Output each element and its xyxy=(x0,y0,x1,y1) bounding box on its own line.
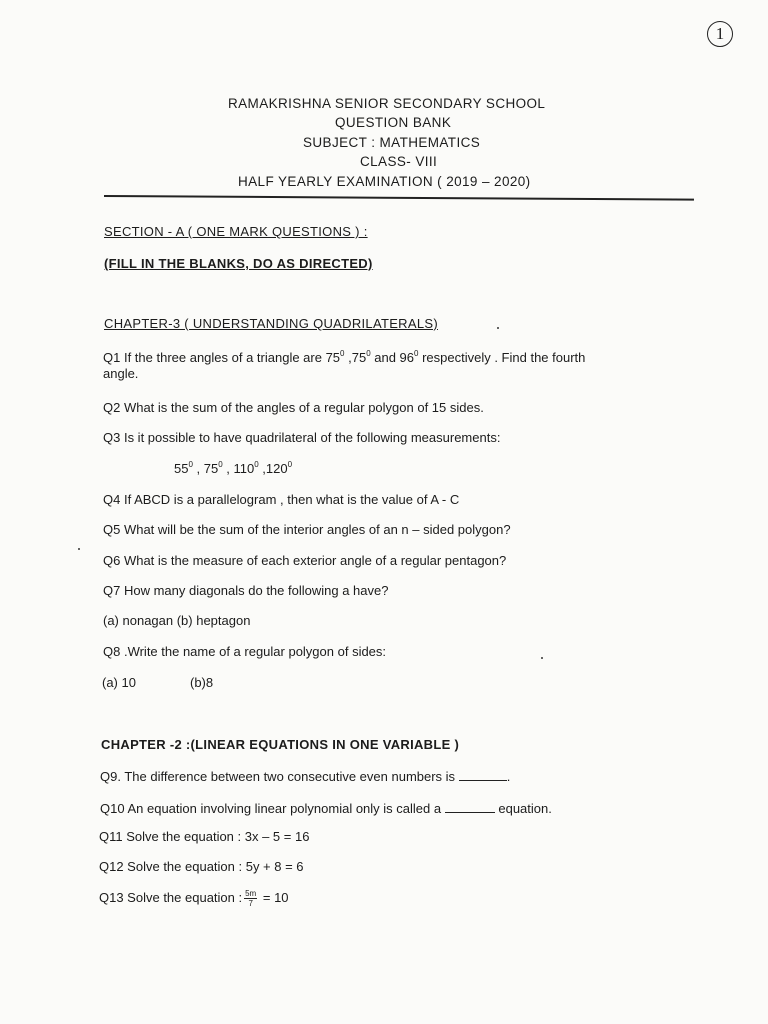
q13-text: Q13 Solve the equation : xyxy=(99,889,243,905)
q9-blank xyxy=(459,769,507,781)
q3-m1: 55 xyxy=(174,461,189,476)
question-6: Q6 What is the measure of each exterior angle of a regular pentagon? xyxy=(103,553,507,568)
question-1-line2: angle. xyxy=(103,366,139,381)
page-number: 1 xyxy=(707,21,733,47)
degree-sup: 0 xyxy=(414,349,419,358)
q3-m4: ,120 xyxy=(258,461,288,476)
q13-end: = 10 xyxy=(262,889,289,905)
chapter-2-title: CHAPTER -2 :(LINEAR EQUATIONS IN ONE VARIABLE ) xyxy=(101,737,460,752)
degree-sup: 0 xyxy=(340,349,345,358)
question-8-option-b: (b)8 xyxy=(190,675,214,690)
q10-end: equation. xyxy=(498,801,552,816)
degree-sup: 0 xyxy=(366,349,371,358)
q1-part-a: Q1 If the three angles of a triangle are 75 xyxy=(103,350,341,365)
question-7-options: (a) nonagan (b) heptagon xyxy=(103,613,251,628)
degree-sup: 0 xyxy=(188,460,193,469)
question-3: Q3 Is it possible to have quadrilateral of the following measurements: xyxy=(103,430,501,445)
q10-blank xyxy=(445,801,495,813)
exam-title: HALF YEARLY EXAMINATION ( 2019 – 2020) xyxy=(238,174,531,189)
question-7: Q7 How many diagonals do the following a have? xyxy=(103,583,389,598)
question-2: Q2 What is the sum of the angles of a regular polygon of 15 sides. xyxy=(103,400,484,415)
subject: SUBJECT : MATHEMATICS xyxy=(303,135,481,150)
q9-end: . xyxy=(506,769,511,784)
q3-m2: , 75 xyxy=(192,461,219,476)
section-a-title: SECTION - A ( ONE MARK QUESTIONS ) : xyxy=(104,224,368,239)
scan-speck xyxy=(78,548,80,550)
question-5: Q5 What will be the sum of the interior angles of an n – sided polygon? xyxy=(103,522,511,537)
q1-part-b: ,75 xyxy=(344,350,367,365)
degree-sup: 0 xyxy=(218,460,223,469)
question-8-option-a: (a) 10 xyxy=(102,675,136,690)
question-8: Q8 .Write the name of a regular polygon of sides: xyxy=(103,644,387,659)
chapter-3-title: CHAPTER-3 ( UNDERSTANDING QUADRILATERALS) xyxy=(104,316,438,331)
fraction xyxy=(244,889,257,908)
question-3-measurements xyxy=(174,460,292,476)
school-name: RAMAKRISHNA SENIOR SECONDARY SCHOOL xyxy=(228,96,546,111)
q3-m3: , 110 xyxy=(222,461,255,476)
doc-type: QUESTION BANK xyxy=(335,115,452,130)
section-a-subtitle: (FILL IN THE BLANKS, DO AS DIRECTED) xyxy=(104,256,373,271)
fraction-denominator: 7 xyxy=(248,899,253,908)
question-1 xyxy=(103,349,585,365)
q1-part-d: respectively . Find the fourth xyxy=(418,350,586,365)
degree-sup: 0 xyxy=(254,460,259,469)
class-label: CLASS- VIII xyxy=(360,154,438,169)
question-11: Q11 Solve the equation : 3x – 5 = 16 xyxy=(99,829,310,844)
degree-sup: 0 xyxy=(287,460,293,469)
q9-text: Q9. The difference between two consecutive even numbers is xyxy=(100,769,456,784)
q10-text: Q10 An equation involving linear polynomial only is called a xyxy=(100,801,442,816)
header-divider xyxy=(104,195,694,200)
question-4: Q4 If ABCD is a parallelogram , then what is the value of A - C xyxy=(103,492,460,507)
scan-speck xyxy=(541,657,543,659)
q1-part-c: and 96 xyxy=(370,350,415,365)
question-13 xyxy=(99,889,289,908)
scan-speck xyxy=(497,327,499,329)
question-9 xyxy=(100,769,510,784)
question-10 xyxy=(100,801,552,816)
question-12: Q12 Solve the equation : 5y + 8 = 6 xyxy=(99,859,304,874)
fraction-numerator: 5m xyxy=(245,889,257,898)
